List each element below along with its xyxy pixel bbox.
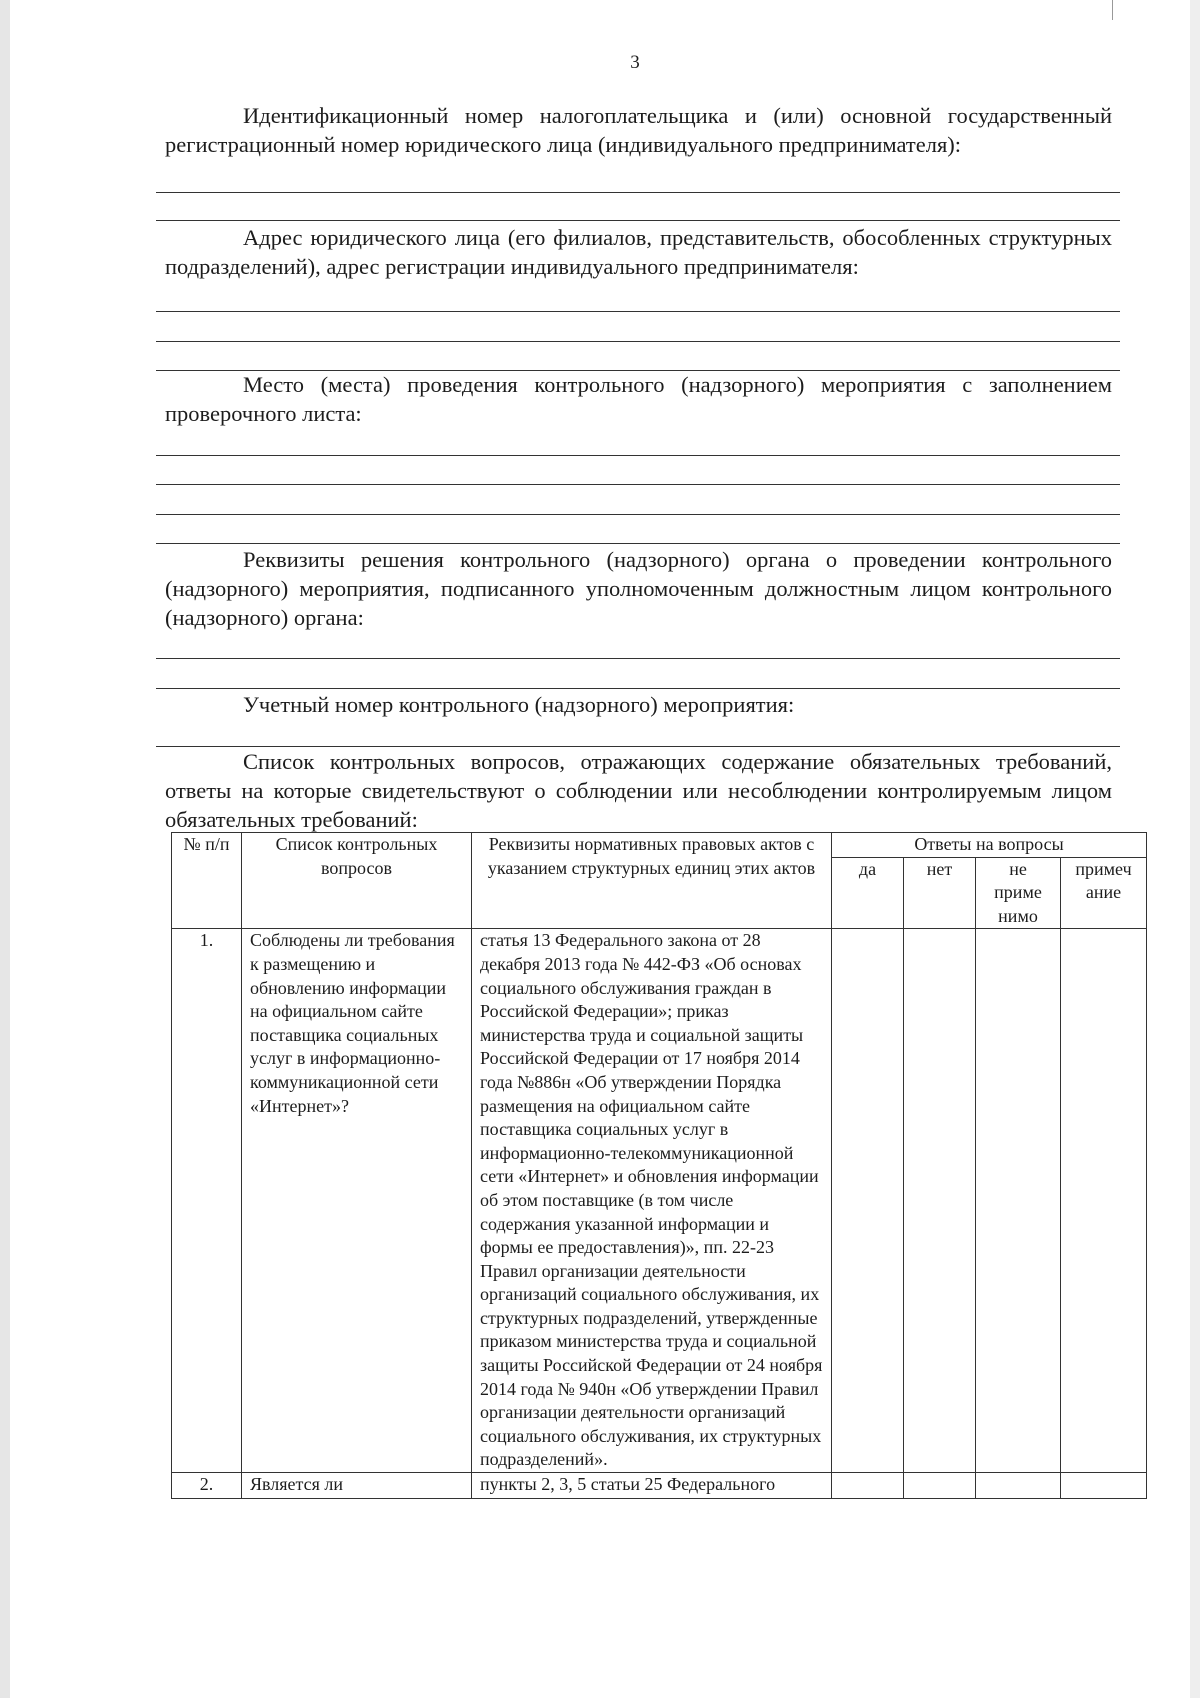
header-yes: да	[832, 857, 904, 929]
answer-not-applicable-cell[interactable]	[976, 1473, 1061, 1499]
answer-note-cell[interactable]	[1061, 1473, 1147, 1499]
inspection-place-label: Место (места) проведения контрольного (надзорного) мероприятия с заполнением проверочного листа:	[165, 372, 1112, 426]
decision-requisites-label: Реквизиты решения контрольного (надзорного) органа о проведении контрольного (надзорного) мероприятия, подписанного уполномоченным должностным лицом контрольного (надзорного) органа:	[165, 547, 1112, 630]
table-row	[172, 929, 1147, 1473]
answer-yes-cell[interactable]	[832, 1473, 904, 1499]
header-not-applicable: не приме нимо	[976, 857, 1061, 929]
scan-mark	[1112, 0, 1113, 20]
page-number: 3	[630, 52, 640, 73]
header-requisites: Реквизиты нормативных правовых актов с указанием структурных единиц этих актов	[472, 833, 832, 929]
row-question: Соблюдены ли требования к размещению и обновлению информации на официальном сайте поставщика социальных услуг в информационно-коммуникационной сети «Интернет»?	[242, 929, 472, 1473]
questions-intro: Список контрольных вопросов, отражающих содержание обязательных требований, ответы на которые свидетельствуют о соблюдении или несоблюдении контролируемым лицом обязательных требований:	[165, 749, 1112, 832]
row-question: Является ли	[242, 1473, 472, 1499]
row-requisites: статья 13 Федерального закона от 28 декабря 2013 года № 442-ФЗ «Об основах социального обслуживания граждан в Российской Федерации»; приказ министерства труда и социальной защиты Российской Федерации от 17 ноября 2014 года №886н «Об утверждении Порядка размещения на официальном сайте поставщика социальных услуг в информационно-телекоммуникационной сети «Интернет» и обновления информации об этом поставщике (в том числе содержания указанной информации и формы ее предоставления)», пп. 22-23 Правил организации деятельности организаций социального обслуживания, их структурных подразделений, утвержденные приказом министерства труда и социальной защиты Российской Федерации от 24 ноября 2014 года № 940н «Об утверждении Правил организации деятельности организаций социального обслуживания, их структурных подразделений».	[472, 929, 832, 1473]
fill-line	[156, 484, 1120, 485]
fill-line	[156, 192, 1120, 193]
fill-line	[156, 658, 1120, 659]
record-number-label: Учетный номер контрольного (надзорного) мероприятия:	[243, 692, 795, 717]
header-note: примеч ание	[1061, 857, 1147, 929]
row-requisites: пункты 2, 3, 5 статьи 25 Федерального	[472, 1473, 832, 1499]
answer-yes-cell[interactable]	[832, 929, 904, 1473]
fill-line	[156, 341, 1120, 342]
scan-edge-right	[1190, 0, 1200, 1698]
answer-not-applicable-cell[interactable]	[976, 929, 1061, 1473]
header-questions: Список контрольных вопросов	[242, 833, 472, 929]
row-number: 2.	[172, 1473, 242, 1499]
scan-edge-left	[0, 0, 10, 1698]
answer-note-cell[interactable]	[1061, 929, 1147, 1473]
header-answers: Ответы на вопросы	[832, 833, 1147, 858]
fill-line	[156, 543, 1120, 544]
fill-line	[156, 220, 1120, 221]
answer-no-cell[interactable]	[904, 1473, 976, 1499]
row-number: 1.	[172, 929, 242, 1473]
fill-line	[156, 455, 1120, 456]
fill-line	[156, 514, 1120, 515]
legal-address-label: Адрес юридического лица (его филиалов, представительств, обособленных структурных подразделений), адрес регистрации индивидуального предпринимателя:	[165, 225, 1112, 279]
fill-line	[156, 688, 1120, 689]
fill-line	[156, 311, 1120, 312]
answer-no-cell[interactable]	[904, 929, 976, 1473]
checklist-table	[171, 832, 1147, 1499]
inn-ogrn-label: Идентификационный номер налогоплательщика и (или) основной государственный регистрационный номер юридического лица (индивидуального предпринимателя):	[165, 103, 1112, 157]
header-number: № п/п	[172, 833, 242, 929]
header-no: нет	[904, 857, 976, 929]
table-row	[172, 1473, 1147, 1499]
